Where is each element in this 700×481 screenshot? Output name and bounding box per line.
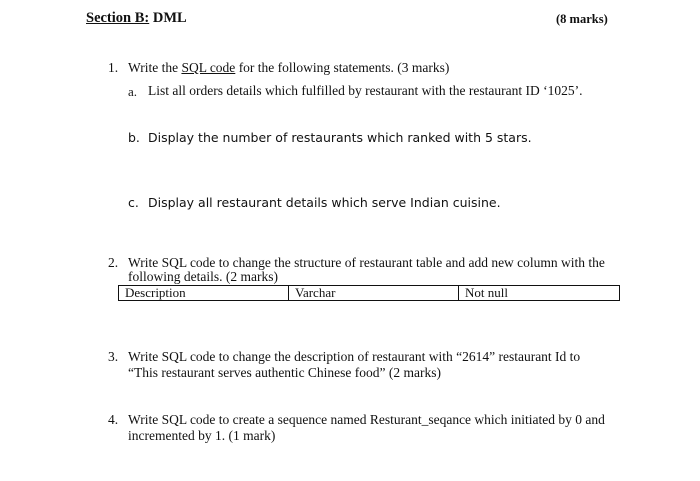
question-1-text-start: Write the bbox=[128, 60, 182, 75]
section-title bbox=[86, 10, 187, 27]
question-4-line-1: Write SQL code to create a sequence named Resturant_seqance which initiated by 0 and bbox=[128, 412, 605, 427]
question-4-line-2: incremented by 1. (1 mark) bbox=[128, 428, 276, 443]
question-1c-letter: c. bbox=[128, 195, 139, 210]
question-2-line-1: Write SQL code to change the structure of restaurant table and add new column with the bbox=[128, 255, 605, 270]
section-label: Section B: bbox=[86, 10, 150, 26]
section-marks: (8 marks) bbox=[556, 12, 608, 26]
table-cell-column-name: Description bbox=[119, 286, 289, 300]
question-1b-text: Display the number of restaurants which ranked with 5 stars. bbox=[148, 130, 532, 145]
question-1-text-end: for the following statements. (3 marks) bbox=[235, 60, 450, 75]
table-cell-constraint: Not null bbox=[465, 285, 508, 300]
question-2-line-2: following details. (2 marks) bbox=[128, 269, 278, 284]
question-1c-text: Display all restaurant details which serve Indian cuisine. bbox=[148, 195, 501, 210]
question-2-number: 2. bbox=[108, 255, 119, 270]
question-1-number: 1. bbox=[108, 60, 119, 75]
question-1-text-underlined: SQL code bbox=[181, 60, 236, 75]
question-3-number: 3. bbox=[108, 349, 119, 364]
question-3-line-2: “This restaurant serves authentic Chinese food” (2 marks) bbox=[128, 365, 442, 380]
question-1a-letter: a. bbox=[128, 84, 138, 99]
question-1-text bbox=[128, 60, 449, 76]
question-1b-letter: b. bbox=[128, 130, 140, 145]
question-3-line-1: Write SQL code to change the description of restaurant with “2614” restaurant Id to bbox=[128, 349, 581, 364]
question-4-number: 4. bbox=[108, 412, 119, 427]
table-cell-data-type: Varchar bbox=[289, 286, 459, 300]
column-details-table bbox=[118, 285, 620, 301]
question-1a-text: List all orders details which fulfilled by restaurant with the restaurant ID ‘1025’. bbox=[148, 83, 583, 98]
section-name: DML bbox=[149, 10, 187, 26]
